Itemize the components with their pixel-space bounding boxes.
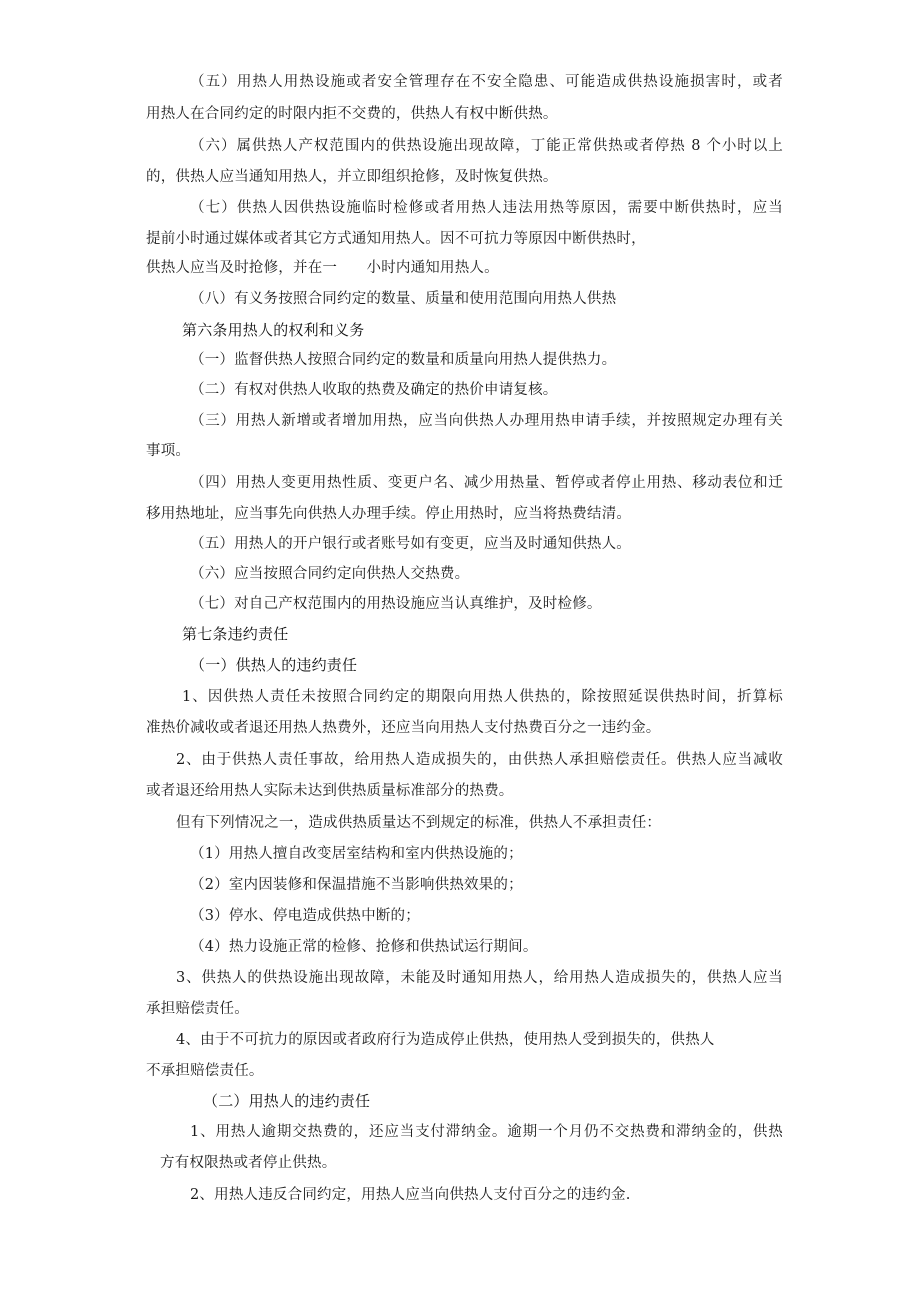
- text-line: （3）停水、停电造成供热中断的；: [190, 908, 420, 924]
- text-line: 事项。: [146, 443, 191, 459]
- text-line: （八）有义务按照合同约定的数量、质量和使用范围向用热人供热: [190, 291, 617, 307]
- text-line: （4）热力设施正常的检修、抢修和供热试运行期间。: [190, 939, 538, 955]
- text-line: 3、供热人的供热设施出现故障，未能及时通知用热人，给用热人造成损失的，供热人应当: [176, 970, 783, 986]
- text-line: 移用热地址，应当事先向供热人办理手续。停止用热时，应当将热费结清。: [146, 506, 632, 522]
- text-line: （五）用热人的开户银行或者账号如有变更，应当及时通知供热人。: [190, 536, 631, 552]
- text-line: 承担赔偿责任。: [146, 1001, 249, 1017]
- text-line: 准热价减收或者退还用热人热费外，还应当向用热人支付热费百分之一违约金。: [146, 720, 661, 736]
- text-line: （三）用热人新增或者增加用热，应当向供热人办理用热申请手续，并按照规定办理有关: [190, 413, 783, 429]
- text-line: 2、用热人违反合同约定，用热人应当向供热人支付百分之的违约金.: [190, 1187, 631, 1203]
- text-line: 或者退还给用热人实际未达到供热质量标准部分的热费。: [146, 783, 514, 799]
- text-line: （七）对自己产权范围内的用热设施应当认真维护，及时检修。: [190, 596, 602, 612]
- text-line: （1）用热人擅自改变居室结构和室内供热设施的；: [190, 846, 523, 862]
- text-line: 4、由于不可抗力的原因或者政府行为造成停止供热，使用热人受到损失的，供热人: [176, 1032, 715, 1048]
- text-line: 的，供热人应当通知用热人，并立即组织抢修，及时恢复供热。: [146, 169, 558, 185]
- text-line: 方有权限热或者停止供热。: [160, 1155, 337, 1171]
- section-heading: 第六条用热人的权利和义务: [182, 321, 365, 339]
- text-line: （五）用热人用热设施或者安全管理存在不安全隐患、可能造成供热设施损害时，或者: [190, 74, 783, 90]
- text-line: 供热人应当及时抢修，并在一 小时内通知用热人。: [146, 260, 499, 276]
- text-line: （六）应当按照合同约定向供热人交热费。: [190, 566, 470, 582]
- text-line: 用热人在合同约定的时限内拒不交费的，供热人有权中断供热。: [146, 106, 558, 122]
- text-line: 提前小时通过媒体或者其它方式通知用热人。因不可抗力等原因中断供热时，: [146, 231, 646, 247]
- text-line: 不承担赔偿责任。: [146, 1063, 264, 1079]
- text-line: 2、由于供热人责任事故，给用热人造成损失的，由供热人承担赔偿责任。供热人应当减收: [176, 752, 783, 768]
- subsection-heading: （二）用热人的违约责任: [203, 1092, 371, 1110]
- text-line: （一）监督供热人按照合同约定的数量和质量向用热人提供热力。: [190, 352, 617, 368]
- text-line: 1、因供热人责任未按照合同约定的期限向用热人供热的，除按照延误供热时间，折算标: [182, 689, 783, 705]
- text-line: （六）属供热人产权范围内的供热设施出现故障，丁能正常供热或者停热 8 个小时以上: [190, 138, 783, 154]
- section-heading: 第七条违约责任: [182, 625, 289, 643]
- subsection-heading: （一）供热人的违约责任: [190, 656, 358, 674]
- text-line: 但有下列情况之一，造成供热质量达不到规定的标准，供热人不承担责任：: [176, 815, 662, 831]
- text-line: （七）供热人因供热设施临时检修或者用热人违法用热等原因，需要中断供热时，应当: [190, 200, 783, 216]
- text-line: （四）用热人变更用热性质、变更户名、减少用热量、暂停或者停止用热、移动表位和迁: [190, 475, 783, 491]
- text-line: （二）有权对供热人收取的热费及确定的热价申请复核。: [190, 382, 558, 398]
- text-line: （2）室内因装修和保温措施不当影响供热效果的；: [190, 877, 523, 893]
- text-line: 1、用热人逾期交热费的，还应当支付滞纳金。逾期一个月仍不交热费和滞纳金的，供热: [190, 1124, 783, 1140]
